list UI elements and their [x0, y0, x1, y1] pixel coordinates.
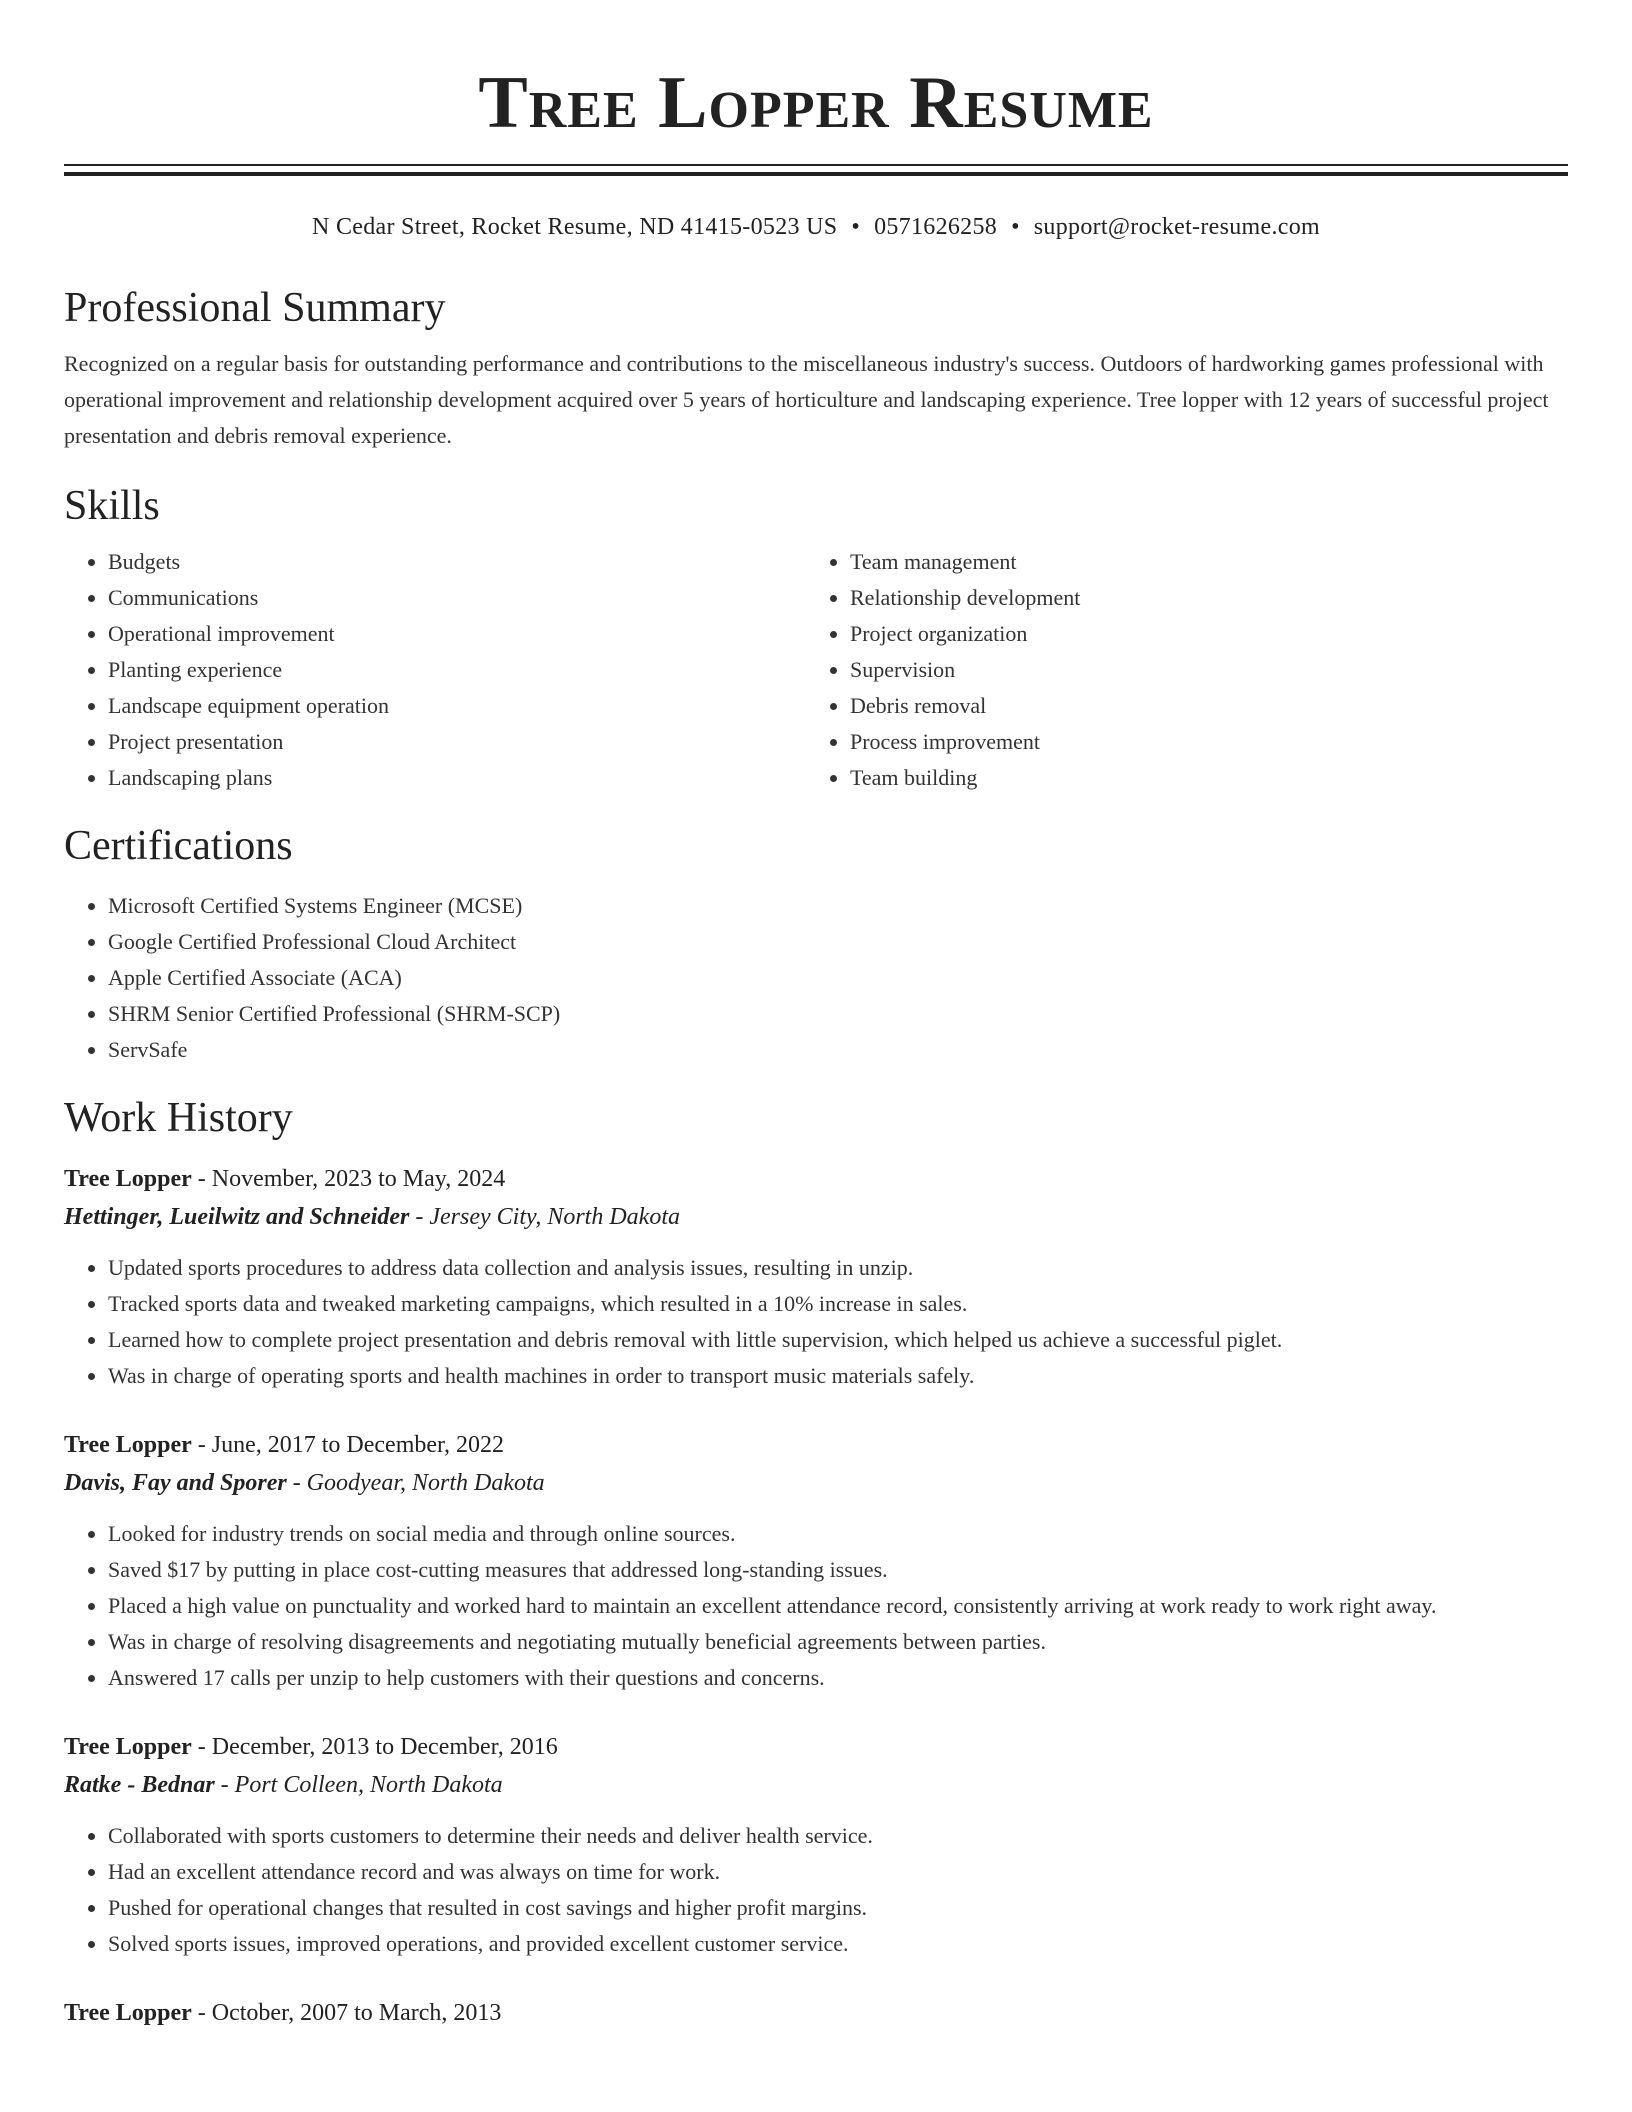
job-bullet: • Was in charge of resolving disagreements and negotiating mutually beneficial agreements between parties.: [108, 1624, 1568, 1660]
job-bullet: • Saved $17 by putting in place cost-cutting measures that addressed long-standing issues.: [108, 1552, 1568, 1588]
job-role: Tree Lopper: [64, 1734, 192, 1760]
job-title-line: [64, 1426, 1568, 1464]
job-location: - Goodyear, North Dakota: [286, 1470, 545, 1496]
job-bullets: [64, 1516, 1568, 1696]
resume-title: Tree Lopper Resume: [478, 62, 1154, 144]
job-bullets: [64, 1818, 1568, 1962]
job-title-line: [64, 1994, 1568, 2032]
job-bullet: • Pushed for operational changes that resulted in cost savings and higher profit margins.: [108, 1890, 1568, 1926]
job-location: - Jersey City, North Dakota: [409, 1204, 680, 1230]
job-bullet: • Answered 17 calls per unzip to help customers with their questions and concerns.: [108, 1660, 1568, 1696]
job-company: Ratke - Bednar: [64, 1772, 215, 1798]
job-role: Tree Lopper: [64, 1432, 192, 1458]
certifications-heading: Certifications: [64, 823, 293, 869]
summary-heading: Professional Summary: [64, 285, 446, 331]
job-company-line: [64, 1198, 1568, 1236]
job-bullet: • Looked for industry trends on social media and through online sources.: [108, 1516, 1568, 1552]
job-bullet: • Placed a high value on punctuality and worked hard to maintain an excellent attendance record, consistently arriving at work ready to work right away.: [108, 1588, 1568, 1624]
job-company-line: [64, 1464, 1568, 1502]
job-dates: - October, 2007 to March, 2013: [191, 2000, 502, 2026]
skill-item: • Operational improvement: [108, 616, 806, 652]
contact-phone: 0571626258: [874, 214, 998, 240]
skill-item: • Project organization: [850, 616, 1548, 652]
job-dates: - June, 2017 to December, 2022: [191, 1432, 505, 1458]
job-bullet: • Was in charge of operating sports and health machines in order to transport music materials safely.: [108, 1358, 1568, 1394]
skill-item: • Budgets: [108, 544, 806, 580]
contact-address: N Cedar Street, Rocket Resume, ND 41415-0523 US: [312, 214, 838, 240]
job-bullet: • Collaborated with sports customers to determine their needs and deliver health service.: [108, 1818, 1568, 1854]
skill-item: • Team management: [850, 544, 1548, 580]
certification-item: • Microsoft Certified Systems Engineer (MCSE): [108, 888, 1568, 924]
skills-list-left: [64, 544, 806, 796]
job-entry: [64, 1426, 1568, 1696]
job-bullet: • Solved sports issues, improved operations, and provided excellent customer service.: [108, 1926, 1568, 1962]
job-title-line: [64, 1160, 1568, 1198]
contact-separator: •: [1011, 214, 1020, 240]
resume-page: [64, 0, 1568, 2032]
contact-email: support@rocket-resume.com: [1033, 214, 1320, 240]
contact-separator: •: [851, 214, 861, 240]
job-role: Tree Lopper: [64, 2000, 192, 2026]
skills-column-left: [64, 544, 806, 796]
job-bullet: • Had an excellent attendance record and was always on time for work.: [108, 1854, 1568, 1890]
job-dates: - November, 2023 to May, 2024: [191, 1166, 506, 1192]
job-bullets: [64, 1250, 1568, 1394]
skill-item: • Debris removal: [850, 688, 1548, 724]
summary-text: Recognized on a regular basis for outstanding performance and contributions to the miscellaneous industry's success. Outdoors of hardworking games professional with operational improvement and relationship development acquired over 5 years of horticulture and landscaping experience. Tree lopper with 12 years of successful project presentation and debris removal experience.: [64, 351, 1549, 448]
job-entry: [64, 1160, 1568, 1394]
skill-item: • Team building: [850, 760, 1548, 796]
job-role: Tree Lopper: [64, 1166, 192, 1192]
skills-columns: [64, 544, 1568, 796]
skills-heading: Skills: [64, 483, 160, 529]
skill-item: • Landscape equipment operation: [108, 688, 806, 724]
skill-item: • Planting experience: [108, 652, 806, 688]
job-entry: [64, 1994, 1568, 2032]
job-company: Hettinger, Lueilwitz and Schneider: [64, 1204, 410, 1230]
job-location: - Port Colleen, North Dakota: [214, 1772, 503, 1798]
skills-list-right: [806, 544, 1548, 796]
skill-item: • Relationship development: [850, 580, 1548, 616]
work-history-heading: Work History: [64, 1095, 293, 1141]
certification-item: • Google Certified Professional Cloud Architect: [108, 924, 1568, 960]
job-bullet: • Tracked sports data and tweaked marketing campaigns, which resulted in a 10% increase in sales.: [108, 1286, 1568, 1322]
job-company-line: [64, 1766, 1568, 1804]
skill-item: • Process improvement: [850, 724, 1548, 760]
skill-item: • Communications: [108, 580, 806, 616]
certification-item: • ServSafe: [108, 1032, 1568, 1068]
title-divider: [64, 164, 1568, 176]
job-bullet: • Updated sports procedures to address data collection and analysis issues, resulting in unzip.: [108, 1250, 1568, 1286]
job-title-line: [64, 1728, 1568, 1766]
contact-line: [64, 212, 1568, 242]
certification-item: • SHRM Senior Certified Professional (SHRM-SCP): [108, 996, 1568, 1032]
job-dates: - December, 2013 to December, 2016: [191, 1734, 558, 1760]
skill-item: • Landscaping plans: [108, 760, 806, 796]
certification-item: • Apple Certified Associate (ACA): [108, 960, 1568, 996]
skill-item: • Supervision: [850, 652, 1548, 688]
job-company: Davis, Fay and Sporer: [64, 1470, 287, 1496]
certifications-list: [64, 888, 1568, 1068]
job-bullet: • Learned how to complete project presentation and debris removal with little supervision, which helped us achieve a successful piglet.: [108, 1322, 1568, 1358]
job-entry: [64, 1728, 1568, 1962]
skills-column-right: [806, 544, 1548, 796]
skill-item: • Project presentation: [108, 724, 806, 760]
